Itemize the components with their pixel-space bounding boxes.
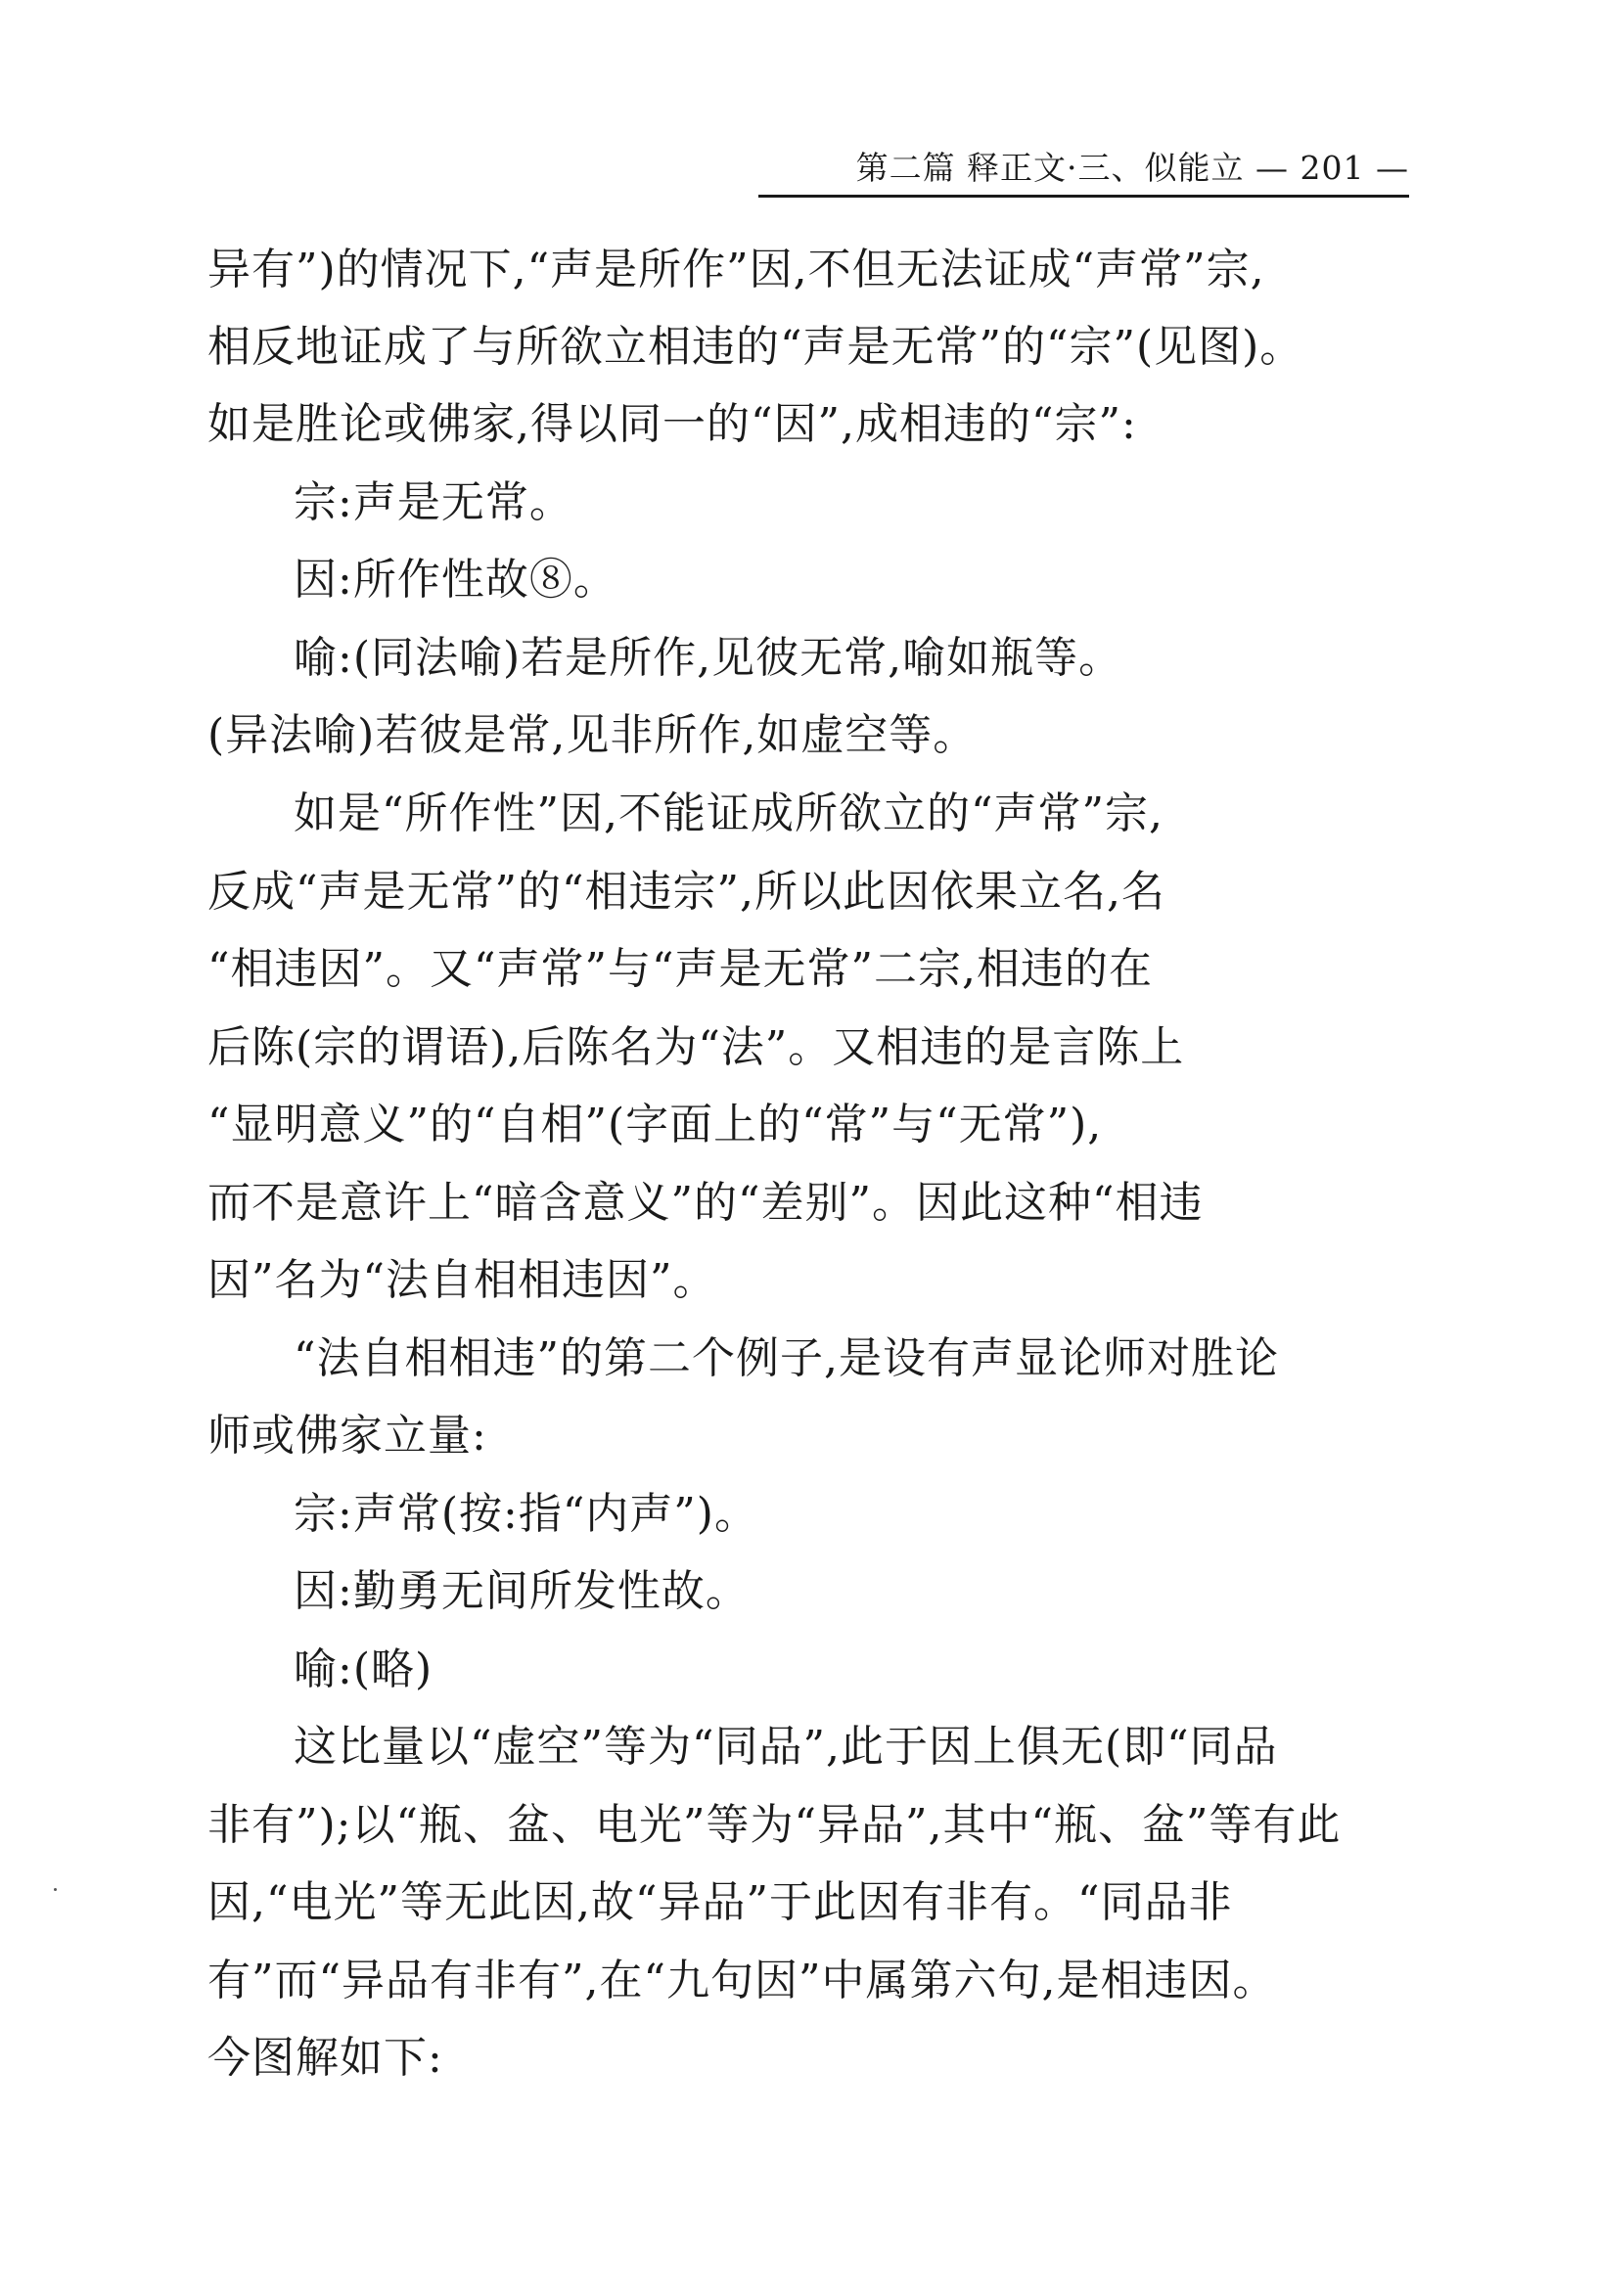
text-line: 因:所作性故⑧。 <box>294 555 617 605</box>
text-line: 非有”);以“瓶、盆、电光”等为“异品”,其中“瓶、盆”等有此 <box>207 1800 1342 1850</box>
text-line: 喻:(同法喻)若是所作,见彼无常,喻如瓶等。 <box>294 633 1123 683</box>
running-header: 第二篇 释正文·三、似能立 — 201 — <box>855 149 1409 187</box>
text-line: 如是“所作性”因,不能证成所欲立的“声常”宗, <box>294 788 1164 838</box>
text-line: 而不是意许上“暗含意义”的“差别”。因此这种“相违 <box>207 1178 1204 1228</box>
text-line: 今图解如下: <box>207 2033 443 2083</box>
text-line: 因”名为“法自相相违因”。 <box>207 1255 717 1305</box>
text-line: 如是胜论或佛家,得以同一的“因”,成相违的“宗”: <box>207 399 1137 449</box>
text-line: 相反地证成了与所欲立相违的“声是无常”的“宗”(见图)。 <box>207 322 1304 372</box>
text-line: (异法喻)若彼是常,见非所作,如虚空等。 <box>207 710 978 760</box>
text-line: 因:勤勇无间所发性故。 <box>294 1566 750 1616</box>
text-line: 反成“声是无常”的“相违宗”,所以此因依果立名,名 <box>207 867 1165 917</box>
text-line: “显明意义”的“自相”(字面上的“常”与“无常”), <box>207 1100 1103 1149</box>
header-rule <box>758 195 1409 198</box>
text-line: 喻:(略) <box>294 1644 433 1694</box>
text-line: “相违因”。又“声常”与“声是无常”二宗,相违的在 <box>207 944 1153 994</box>
text-line: 后陈(宗的谓语),后陈名为“法”。又相违的是言陈上 <box>207 1022 1185 1072</box>
text-line: 异有”)的情况下,“声是所作”因,不但无法证成“声常”宗, <box>207 245 1265 294</box>
text-line: 师或佛家立量: <box>207 1411 487 1461</box>
text-line: 宗:声常(按:指“内声”)。 <box>294 1489 758 1539</box>
text-line: 宗:声是无常。 <box>294 477 573 527</box>
scan-speck <box>54 1888 57 1891</box>
text-line: 这比量以“虚空”等为“同品”,此于因上俱无(即“同品 <box>294 1722 1278 1772</box>
text-line: 有”而“异品有非有”,在“九句因”中属第六句,是相违因。 <box>207 1956 1277 2005</box>
text-line: 因,“电光”等无此因,故“异品”于此因有非有。“同品非 <box>207 1877 1233 1927</box>
text-line: “法自相相违”的第二个例子,是设有声显论师对胜论 <box>294 1333 1279 1383</box>
